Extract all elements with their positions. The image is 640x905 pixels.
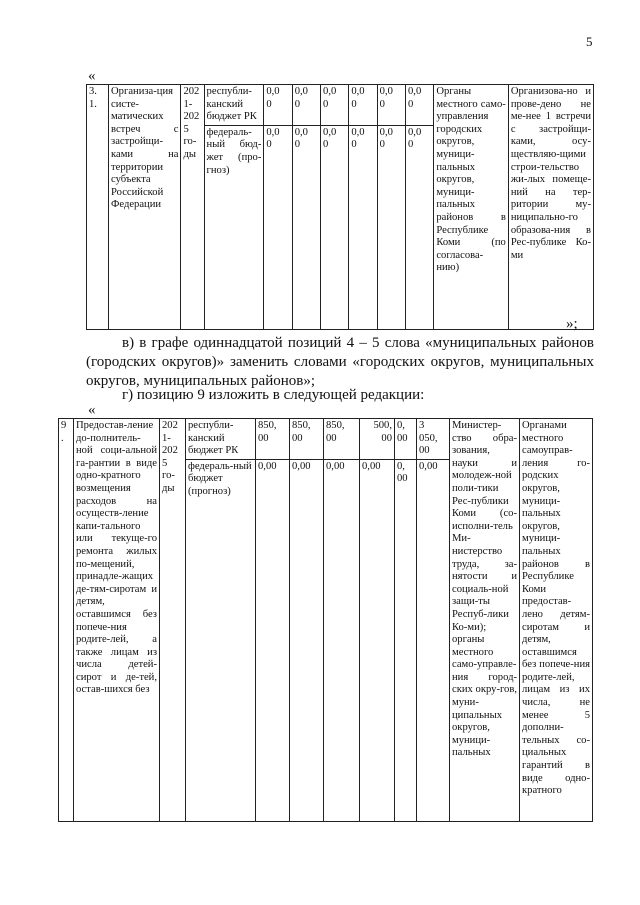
value-rb-6: 3 050, 00 (417, 419, 450, 460)
value-fb-3: 0,0 0 (321, 125, 349, 329)
quote-close-1: »; (566, 316, 578, 332)
source-federal-budget: федераль-ный бюд-жет (про-гноз) (204, 125, 264, 329)
paragraph-v: в) в графе одиннадцатой позиций 4 – 5 слова «муниципальных районов (городских округов)» заменить словами «городских округов, муниципальных округов, муниципальных районов»; (86, 335, 594, 389)
value-fb-2: 0,0 0 (292, 125, 320, 329)
position-3-1-table (86, 84, 594, 330)
source-regional-budget: республи-канский бюджет РК (186, 419, 256, 460)
responsible-executor: Министер-ство обра-зования, науки и молодеж-ной поли-тики Рес-публики Коми (со-исполни-тель Ми-нистерство труда, за-нятости и социаль-ной защи-ты Респуб-лики Ко-ми); органы местного само-управле-ния город-ских окру-гов, муни-ципальных округов, муници-пальных (450, 419, 520, 822)
page-number: 5 (586, 34, 593, 49)
value-rb-3: 0,0 0 (321, 85, 349, 126)
period-years: 202 1- 202 5 го- ды (181, 85, 204, 330)
value-fb-1: 0,00 (256, 459, 290, 821)
value-rb-4: 500, 00 (360, 419, 395, 460)
value-fb-2: 0,00 (290, 459, 324, 821)
value-fb-6: 0,00 (417, 459, 450, 821)
value-fb-5: 0, 00 (395, 459, 417, 821)
paragraph-g: г) позицию 9 изложить в следующей редакции: (122, 387, 425, 403)
measure-name: Предостав-ление до-полнитель-ной соци-альной га-рантии в виде одно-кратного возмещения расходов на осуществ-ление капи-тального или текуще-го ремонта жилых по-мещений, принадле-жащих де-тям-сиротам и детям, оставшимся без попече-ния родите-лей, а также лицам из числа детей-сирот и де-тей, остав-шихся без (74, 419, 160, 822)
position-9-table (58, 418, 593, 822)
quote-open-1: « (88, 68, 96, 84)
value-rb-3: 850, 00 (324, 419, 360, 460)
value-rb-5: 0, 00 (395, 419, 417, 460)
expected-result: Организова-но и прове-дено не ме-нее 1 встречи с застройщи-ками, осу-ществляю-щими строи-тельство жи-лых помеще-ний на тер-ритории му-ниципально-го образова-ния в Рес-публике Ко-ми (508, 85, 593, 330)
position-number: 3. 1. (87, 85, 109, 330)
value-fb-5: 0,0 0 (377, 125, 405, 329)
period-years: 202 1- 202 5 го- ды (160, 419, 186, 822)
quote-open-2: « (88, 402, 96, 418)
source-regional-budget: республи-канский бюджет РК (204, 85, 264, 126)
value-fb-1: 0,0 0 (264, 125, 292, 329)
value-rb-4: 0,0 0 (349, 85, 377, 126)
expected-result: Органами местного самоуправ-ления го-родских округов, муници-пальных округов, муници-пальных районов в Республике Коми предостав-лено детям-сиротам и детям, оставшимся без попече-ния родите-лей, лицам из их числа, не менее 5 дополни-тельных со-циальных гарантий в виде одно-кратного (520, 419, 593, 822)
responsible-executor: Органы местного само-управления городских округов, муници-пальных округов, муници-пальных районов в Республике Коми (по согласова-нию) (434, 85, 509, 330)
value-rb-2: 0,0 0 (292, 85, 320, 126)
source-federal-budget: федераль-ный бюджет (прогноз) (186, 459, 256, 821)
value-fb-4: 0,00 (360, 459, 395, 821)
value-fb-6: 0,0 0 (406, 125, 434, 329)
value-rb-2: 850, 00 (290, 419, 324, 460)
value-rb-1: 0,0 0 (264, 85, 292, 126)
measure-name: Организа-ция систе-матических встреч с застройщи-ками на территории субъекта Российской Федерации (109, 85, 181, 330)
value-rb-6: 0,0 0 (406, 85, 434, 126)
value-rb-1: 850, 00 (256, 419, 290, 460)
value-rb-5: 0,0 0 (377, 85, 405, 126)
position-number: 9 . (59, 419, 74, 822)
value-fb-4: 0,0 0 (349, 125, 377, 329)
value-fb-3: 0,00 (324, 459, 360, 821)
